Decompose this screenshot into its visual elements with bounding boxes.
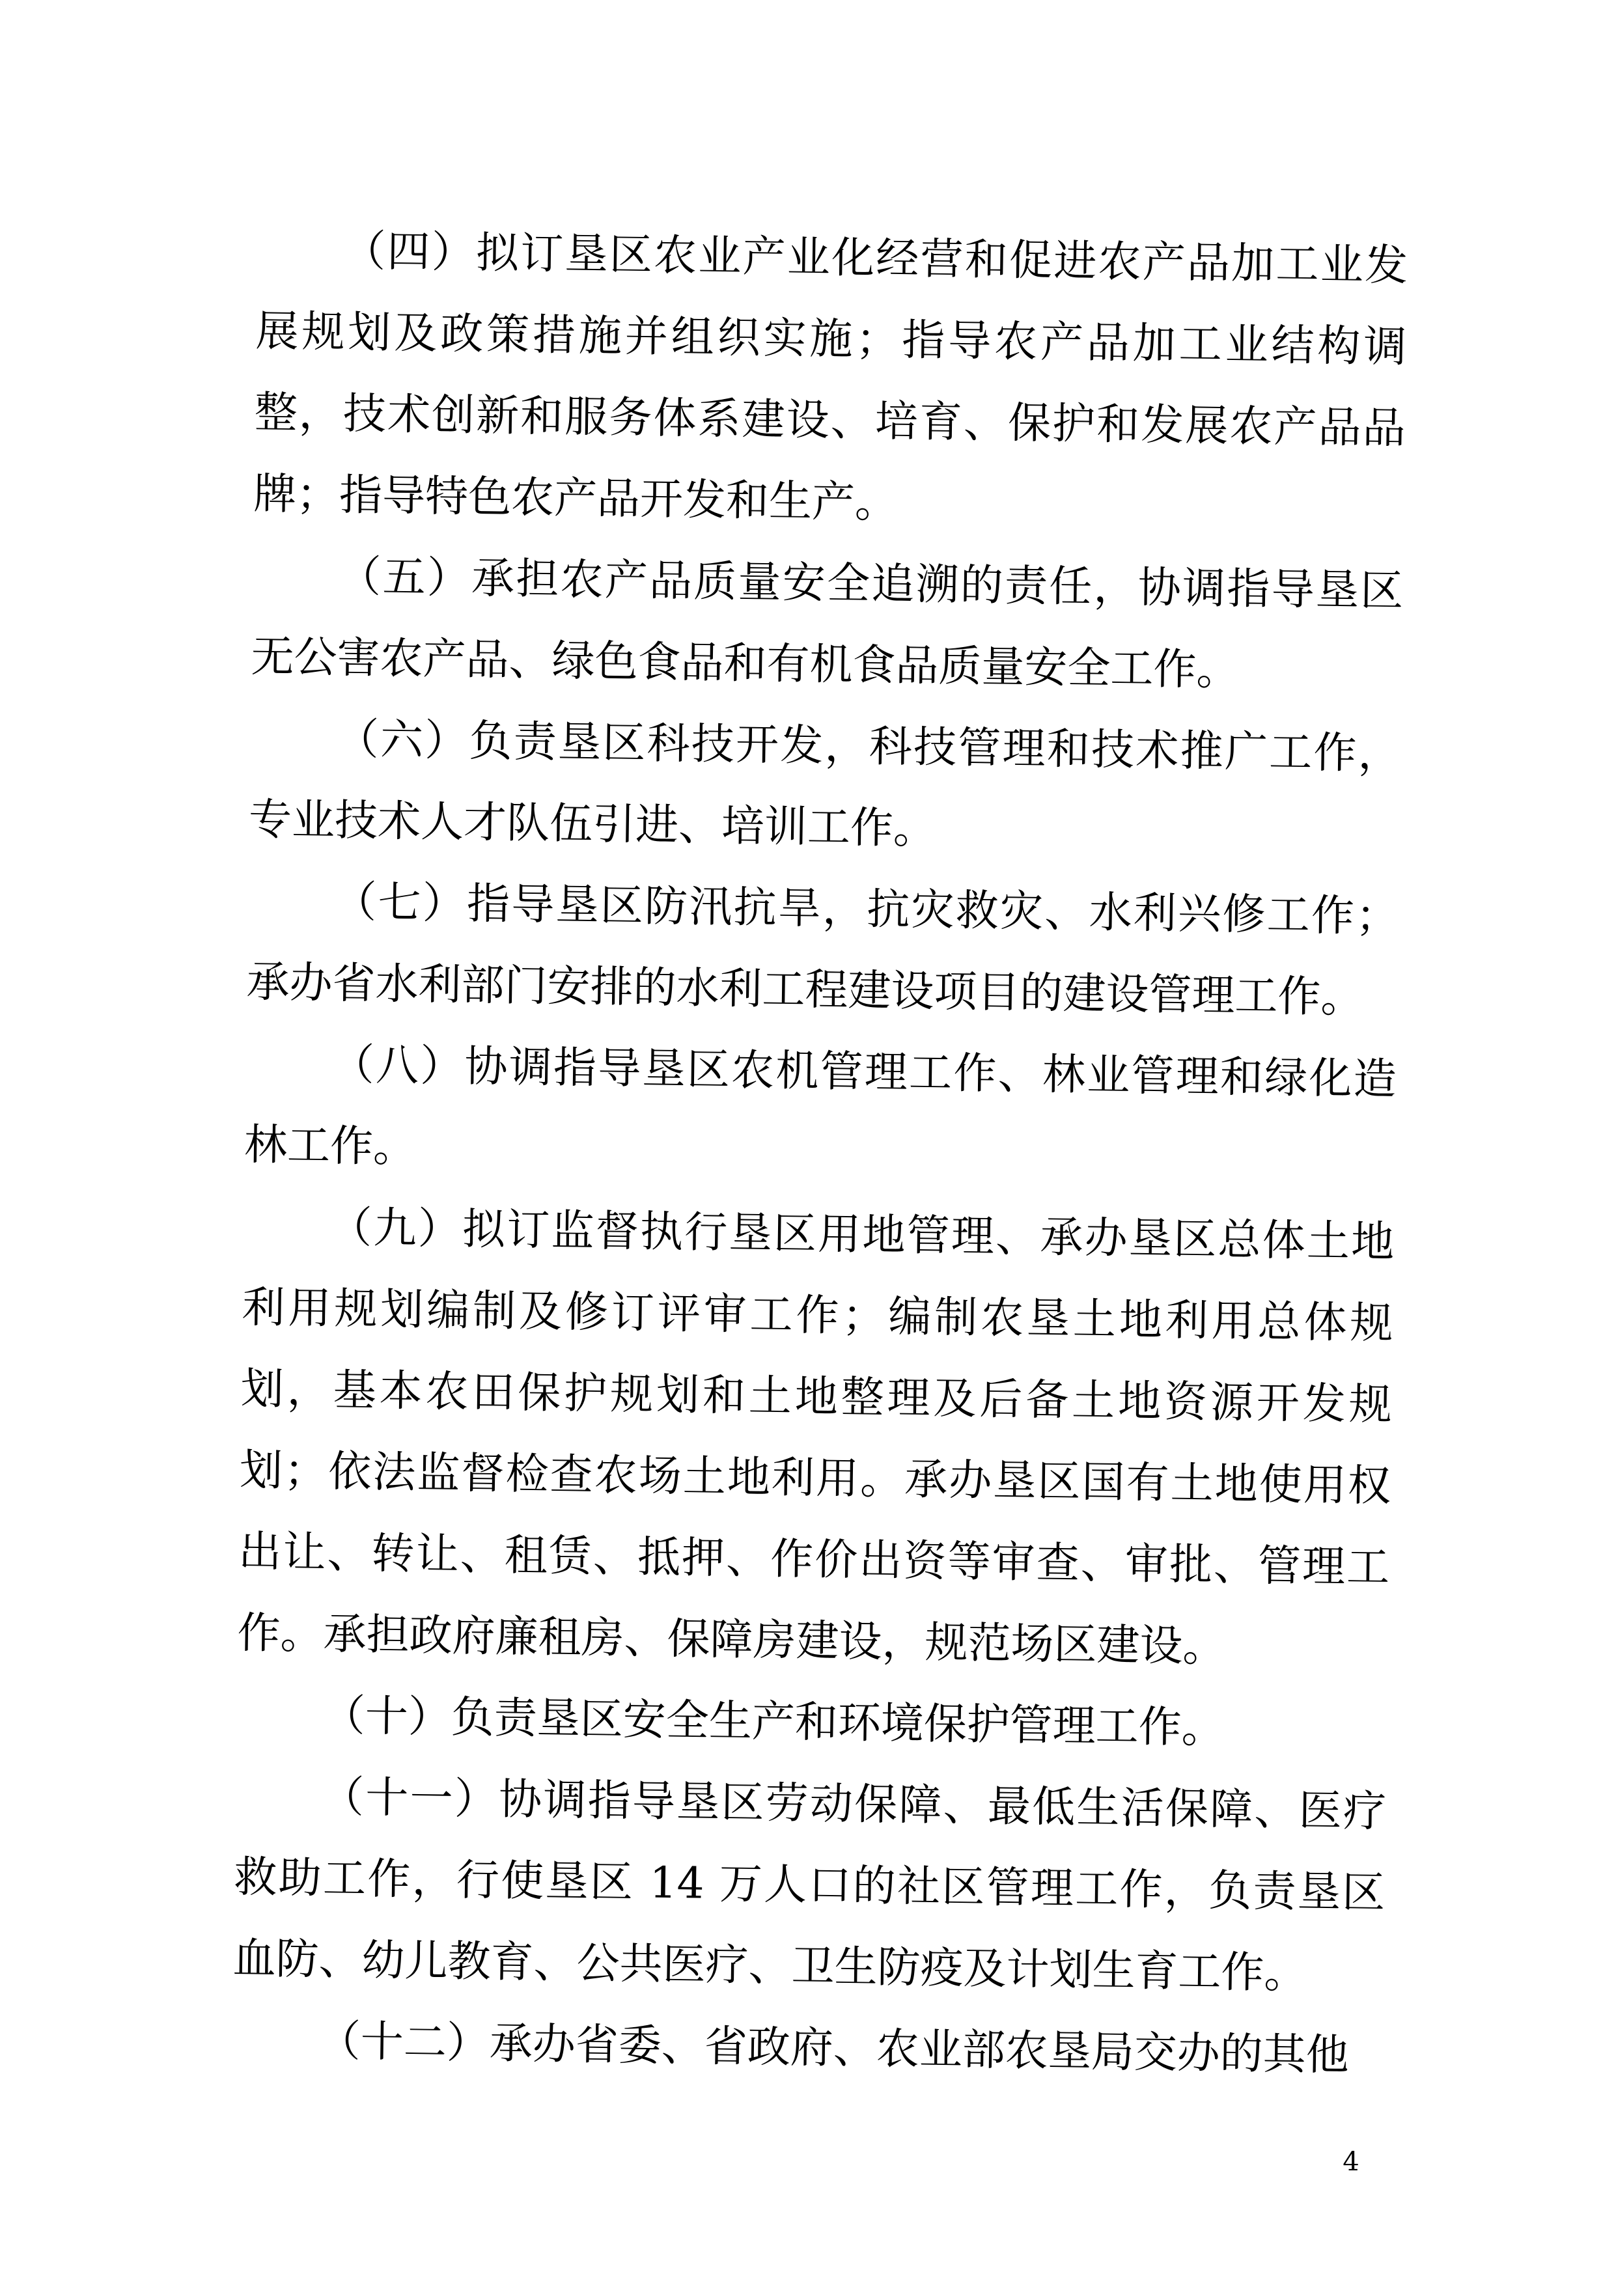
text-line: 无公害农产品、绿色食品和有机食品质量安全工作。 (251, 631, 1240, 695)
paragraph-2 (251, 534, 1404, 713)
text-line: （四）拟订垦区农业产业化经营和促进农产品加工业发 (342, 225, 1408, 291)
paragraph-3 (248, 697, 1401, 876)
text-line: 出让、转让、租赁、抵押、作价出资等审查、审批、管理工 (238, 1526, 1390, 1593)
text-line: （六）负责垦区科技开发，科技管理和技术推广工作， (335, 713, 1402, 779)
paragraph-1 (253, 209, 1408, 551)
page-number: 4 (1343, 2147, 1359, 2177)
text-line: （十一）协调指导垦区劳动保障、最低生活保障、医疗 (320, 1771, 1387, 1837)
text-line: （五）承担农产品质量安全追溯的责任，协调指导垦区 (337, 551, 1404, 616)
paragraph-4 (246, 860, 1399, 1039)
text-line: （十）负责垦区安全生产和环境保护管理工作。 (322, 1690, 1225, 1753)
text-line: （七）指导垦区防汛抗旱，抗灾救灾、水利兴修工作； (333, 876, 1399, 942)
text-line: 展规划及政策措施并组织实施；指导农产品加工业结构调 (255, 305, 1407, 372)
text-line: 划，基本农田保护规划和土地整理及后备土地资源开发规 (240, 1363, 1393, 1430)
text-line: 划；依法监督检查农场土地利用。承办垦区国有土地使用权 (239, 1445, 1391, 1512)
paragraph-6 (237, 1185, 1395, 1690)
text-line: 林工作。 (244, 1119, 417, 1172)
text-line: 专业技术人才队伍引进、培训工作。 (248, 794, 937, 854)
paragraph-7 (236, 1674, 1388, 1771)
paragraph-9 (231, 1999, 1384, 2097)
text-line: 整，技术创新和服务体系建设、培育、保护和发展农产品品 (254, 387, 1406, 454)
text-line: 利用规划编制及修订评审工作；编制农垦土地利用总体规 (242, 1282, 1393, 1349)
text-line: 救助工作，行使垦区 14 万人口的社区管理工作，负责垦区 (233, 1851, 1386, 1918)
paragraph-8 (232, 1755, 1387, 2015)
document-body (231, 209, 1408, 2096)
text-line: （八）协调指导垦区农机管理工作、林业管理和绿化造 (331, 1039, 1397, 1105)
text-line: 作。承担政府廉租房、保障房建设，规范场区建设。 (237, 1607, 1227, 1672)
text-line: （十二）承办省委、省政府、农业部农垦局交办的其他 (317, 2015, 1350, 2081)
text-line: 牌；指导特色农产品开发和生产。 (253, 468, 899, 528)
text-line: 血防、幼儿教育、公共医疗、卫生防疫及计划生育工作。 (232, 1933, 1308, 1999)
text-line: （九）拟订监督执行垦区用地管理、承办垦区总体土地 (328, 1202, 1395, 1267)
text-line: 承办省水利部门安排的水利工程建设项目的建设管理工作。 (246, 956, 1364, 1023)
paragraph-5 (244, 1023, 1397, 1202)
